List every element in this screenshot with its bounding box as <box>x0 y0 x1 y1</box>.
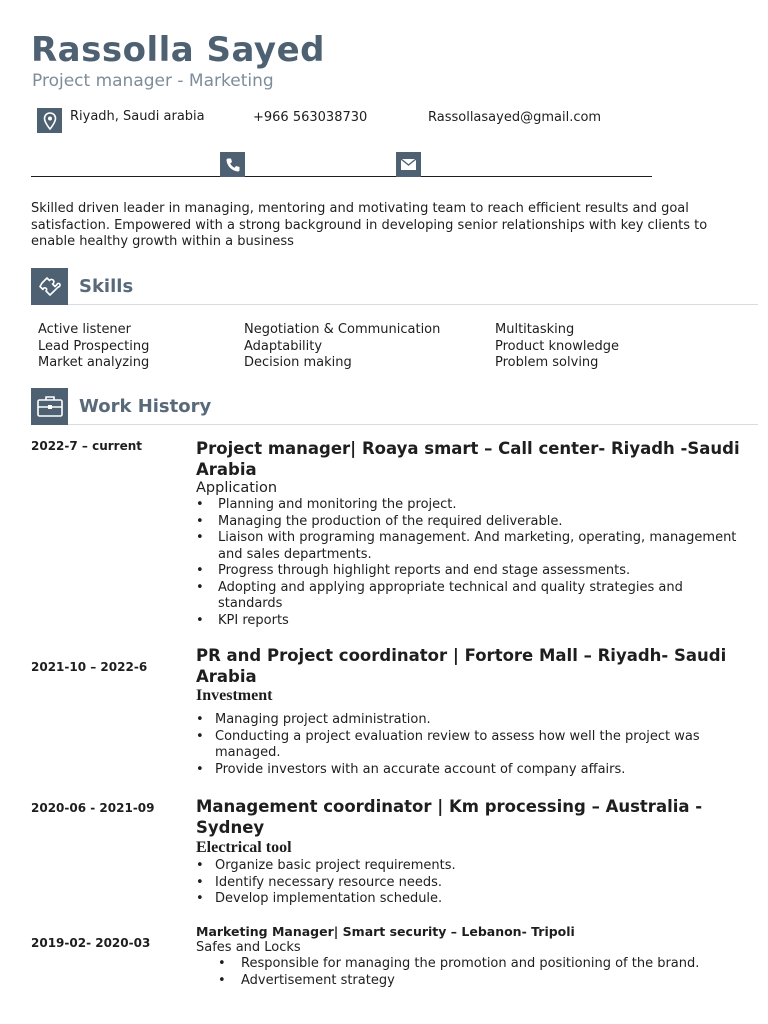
list-item: • Responsible for managing the promotion and positioning of the brand. <box>218 956 741 973</box>
job-bullets <box>196 858 741 908</box>
list-item: • Advertisement strategy <box>218 973 741 990</box>
skill-item: Active listener <box>38 322 132 337</box>
phone-text: +966 563038730 <box>253 110 368 125</box>
job-bullets <box>218 956 741 989</box>
candidate-name: Rassolla Sayed <box>31 30 325 70</box>
contact-divider <box>421 176 652 177</box>
section-divider <box>68 304 758 305</box>
list-item: • Liaison with programing management. And marketing, operating, management and sales departments. <box>196 530 741 563</box>
skill-item: Lead Prospecting <box>38 338 150 354</box>
skill-item: Adaptability <box>244 338 323 354</box>
skills-heading <box>31 268 133 304</box>
skills-column-1 <box>38 322 149 372</box>
job-subtitle: Application <box>196 480 278 496</box>
job-date: 2019-02- 2020-03 <box>31 936 151 950</box>
contact-divider <box>245 176 396 177</box>
list-item: • Planning and monitoring the project. <box>196 497 741 514</box>
list-item: • Identify necessary resource needs. <box>196 875 741 892</box>
section-divider <box>68 424 758 425</box>
skill-item: Market analyzing <box>38 355 150 371</box>
job-subtitle: Safes and Locks <box>196 940 301 955</box>
job-title: Project manager| Roaya smart – Call center- Riyadh -Saudi Arabia <box>196 439 740 479</box>
contact-location <box>37 108 205 133</box>
envelope-icon <box>396 152 421 177</box>
skills-column-3 <box>495 322 619 372</box>
list-item: • Organize basic project requirements. <box>196 858 741 875</box>
work-history-title: Work History <box>79 395 212 417</box>
job-title: PR and Project coordinator | Fortore Mall – Riyadh- Saudi Arabia <box>196 646 727 686</box>
list-item: • Develop implementation schedule. <box>196 891 741 908</box>
skill-item: Problem solving <box>495 355 599 371</box>
skills-title: Skills <box>79 275 134 297</box>
list-item: • Adopting and applying appropriate technical and quality strategies and standards <box>196 580 741 613</box>
briefcase-icon <box>31 388 68 425</box>
contact-email[interactable] <box>428 110 601 125</box>
list-item: • Conducting a project evaluation review to assess how well the project was managed. <box>196 729 741 762</box>
job-date: 2021-10 – 2022-6 <box>31 660 148 674</box>
list-item: • Managing the production of the required deliverable. <box>196 514 741 531</box>
job-title: Marketing Manager| Smart security – Lebanon- Tripoli <box>196 924 575 939</box>
skill-item: Multitasking <box>495 322 575 337</box>
list-item: • Progress through highlight reports and end stage assessments. <box>196 563 741 580</box>
job-date: 2022-7 – current <box>31 439 142 453</box>
list-item: • Managing project administration. <box>196 712 741 729</box>
job-date: 2020-06 - 2021-09 <box>31 801 155 815</box>
job-title: Management coordinator | Km processing – Australia - Sydney <box>196 797 703 837</box>
map-pin-icon <box>37 108 62 133</box>
job-subtitle: Investment <box>196 687 273 704</box>
list-item: • Provide investors with an accurate account of company affairs. <box>196 762 741 779</box>
skill-item: Product knowledge <box>495 338 619 354</box>
job-bullets <box>196 712 741 778</box>
work-history-heading <box>31 388 211 424</box>
skill-item: Negotiation & Communication <box>244 322 441 337</box>
skill-item: Decision making <box>244 355 352 371</box>
job-subtitle: Electrical tool <box>196 839 292 856</box>
contact-divider <box>31 176 220 177</box>
professional-summary: Skilled driven leader in managing, mentoring and motivating team to reach efficient results and goal satisfaction. Empowered with a strong background in developing senior relationships with key clients to enable healthy growth within a business <box>31 201 708 249</box>
candidate-title: Project manager - Marketing <box>32 71 274 91</box>
skills-column-2 <box>244 322 440 372</box>
phone-icon <box>220 152 245 177</box>
email-text[interactable]: Rassollasayed@gmail.com <box>428 110 602 125</box>
job-bullets <box>196 497 741 629</box>
contact-phone <box>253 110 367 125</box>
location-text: Riyadh, Saudi arabia <box>70 109 205 124</box>
list-item: • KPI reports <box>196 613 741 630</box>
puzzle-icon <box>31 268 68 305</box>
